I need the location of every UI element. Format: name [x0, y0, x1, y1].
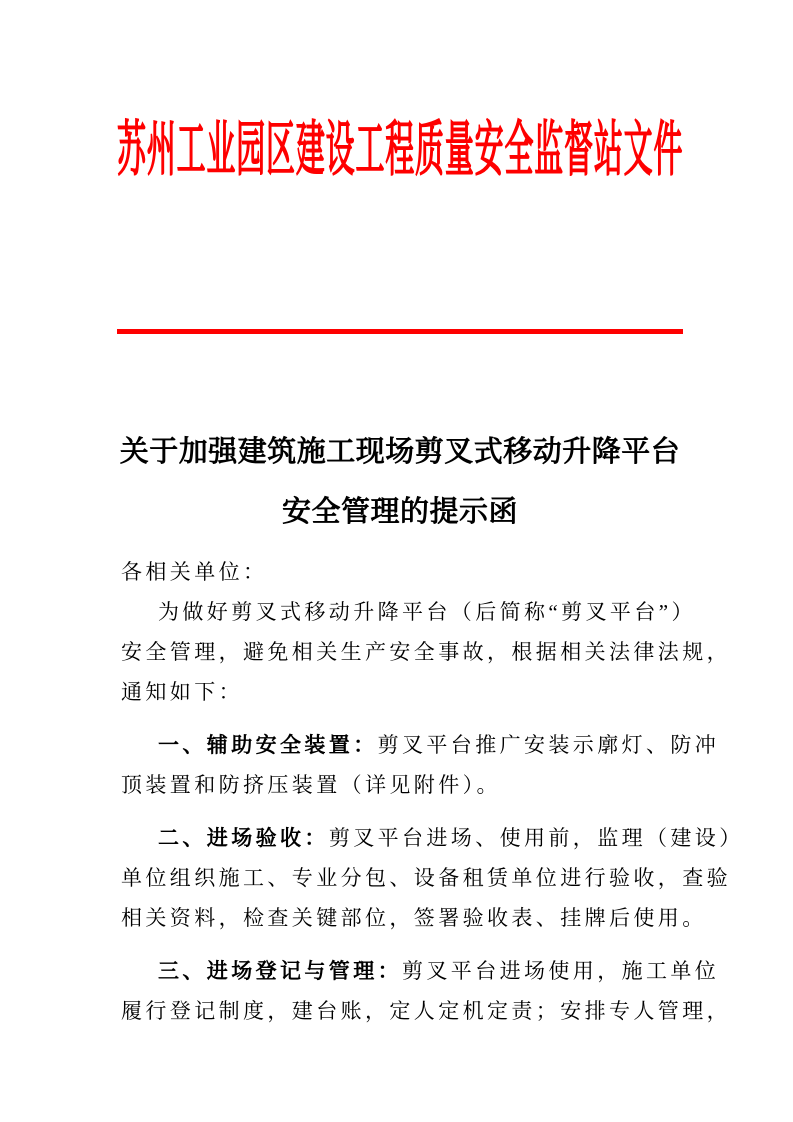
body-line [121, 951, 720, 991]
body-text: 剪叉平台进场使用，施工单位 [402, 959, 720, 983]
section-heading-text: 二、进场验收： [158, 826, 329, 850]
body-text: 剪叉平台进场、使用前，监理（建设） [328, 826, 744, 850]
body-paragraph [121, 725, 720, 805]
body-text: 顶装置和防挤压装置（详见附件）。 [121, 773, 501, 797]
body-line [121, 592, 696, 632]
body-line [121, 672, 687, 712]
body-text: 为做好剪叉式移动升降平台（后简称“剪叉平台”） [158, 600, 696, 624]
body-text: 单位组织施工、专业分包、设备租赁单位进行验收，查验 [121, 866, 731, 890]
body-line [121, 991, 731, 1031]
body-text: 通知如下： [121, 680, 243, 704]
body-paragraph [121, 592, 731, 712]
body-text: 各相关单位： [121, 560, 268, 584]
section-heading-text: 一、辅助安全装置： [158, 733, 378, 757]
body-line [121, 898, 707, 938]
body-line [121, 632, 731, 672]
document-body [121, 552, 744, 1031]
section-heading-text: 三、进场登记与管理： [158, 959, 402, 983]
body-text: 履行登记制度，建台账，定人定机定责；安排专人管理， [121, 999, 731, 1023]
body-text: 安全管理，避免相关生产安全事故，根据相关法律法规， [121, 640, 731, 664]
body-line [121, 552, 687, 592]
document-title [117, 422, 683, 542]
body-line [121, 725, 720, 765]
red-divider-line [117, 329, 683, 334]
body-line [121, 765, 687, 805]
body-line [121, 858, 731, 898]
body-paragraph [121, 951, 731, 1031]
document-title-line-2: 安全管理的提示函 [281, 496, 518, 528]
body-line [121, 818, 744, 858]
letterhead [117, 116, 683, 185]
body-paragraph [121, 552, 687, 592]
letterhead-org-title: 苏州工业园区建设工程质量安全监督站文件 [117, 118, 683, 185]
body-paragraph [121, 818, 744, 938]
document-title-line-1: 关于加强建筑施工现场剪叉式移动升降平台 [119, 436, 681, 468]
body-text: 相关资料，检查关键部位，签署验收表、挂牌后使用。 [121, 906, 707, 930]
body-text: 剪叉平台推广安装示廓灯、防冲 [377, 733, 720, 757]
